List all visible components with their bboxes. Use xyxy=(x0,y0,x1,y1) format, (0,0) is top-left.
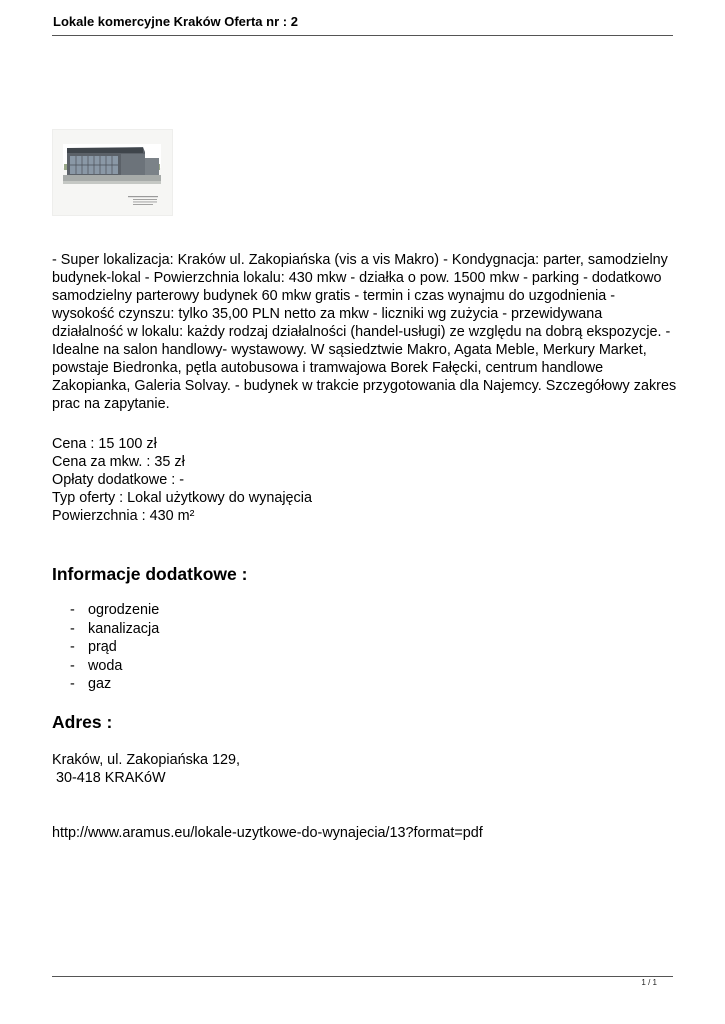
bullet-dash: - xyxy=(70,620,75,637)
offer-facts xyxy=(52,435,672,525)
building-photo xyxy=(52,129,173,216)
fact-price-per-sqm: Cena za mkw. : 35 zł xyxy=(52,454,185,470)
building-photo-icon xyxy=(53,130,172,215)
list-item xyxy=(70,657,159,676)
list-item xyxy=(70,638,159,657)
list-item-label: prąd xyxy=(88,639,117,655)
fact-area: Powierzchnia : 430 m² xyxy=(52,508,195,524)
page-number: 1 / 1 xyxy=(641,978,657,987)
bullet-dash: - xyxy=(70,639,75,655)
list-item-label: ogrodzenie xyxy=(88,602,160,618)
additional-info-list xyxy=(70,601,159,694)
fact-offer-type: Typ oferty : Lokal użytkowy do wynajęcia xyxy=(52,490,312,506)
additional-info-heading: Informacje dodatkowe : xyxy=(52,564,248,584)
source-url[interactable]: http://www.aramus.eu/lokale-uzytkowe-do-wynajecia/13?format=pdf xyxy=(52,825,483,841)
bullet-dash: - xyxy=(70,676,75,692)
address-block xyxy=(52,751,240,787)
header-divider xyxy=(52,35,673,36)
list-item-label: gaz xyxy=(88,676,112,692)
footer-divider xyxy=(52,976,673,977)
list-item xyxy=(70,675,159,694)
fact-price: Cena : 15 100 zł xyxy=(52,436,157,452)
address-heading: Adres : xyxy=(52,712,113,732)
bullet-dash: - xyxy=(70,657,75,674)
fact-additional-fees: Opłaty dodatkowe : - xyxy=(52,472,184,488)
list-item-label: kanalizacja xyxy=(88,620,160,637)
list-item xyxy=(70,620,159,639)
list-item-label: woda xyxy=(88,657,123,674)
description-text: - Super lokalizacja: Kraków ul. Zakopiańska (vis a vis Makro) - Kondygnacja: parter, samodzielny budynek-lokal - Powierzchnia lokalu: 430 mkw - działka o pow. 1500 mkw - parking - dodatkowo samodzielny parterowy budynek 60 mkw gratis - termin i czas wynajmu do uzgodnienia - wysokość czynszu: tylko 35,00 PLN netto za mkw - liczniki wg zużycia - przewidywana działalność w lokalu: każdy rodzaj działalności (handel-usługi) ze względu na dobrą ekspozycje. - Idealne na salon handlowy- wystawowy. W sąsiedztwie Makro, Agata Meble, Merkury Market, powstaje Biedronka, pętla autobusowa i tramwajowa Borek Fałęcki, centrum handlowe Zakopianka, Galeria Solvay. - budynek w trakcie przygotowania dla Najemcy. Szczegółowy zakres prac na zapytanie. xyxy=(52,252,677,412)
address-street: Kraków, ul. Zakopiańska 129, xyxy=(52,752,240,768)
list-item xyxy=(70,601,159,620)
bullet-dash: - xyxy=(70,602,75,618)
address-postal-city: 30-418 KRAKóW xyxy=(52,770,166,786)
offer-description xyxy=(52,251,677,413)
document-title: Lokale komercyjne Kraków Oferta nr : 2 xyxy=(53,14,298,29)
